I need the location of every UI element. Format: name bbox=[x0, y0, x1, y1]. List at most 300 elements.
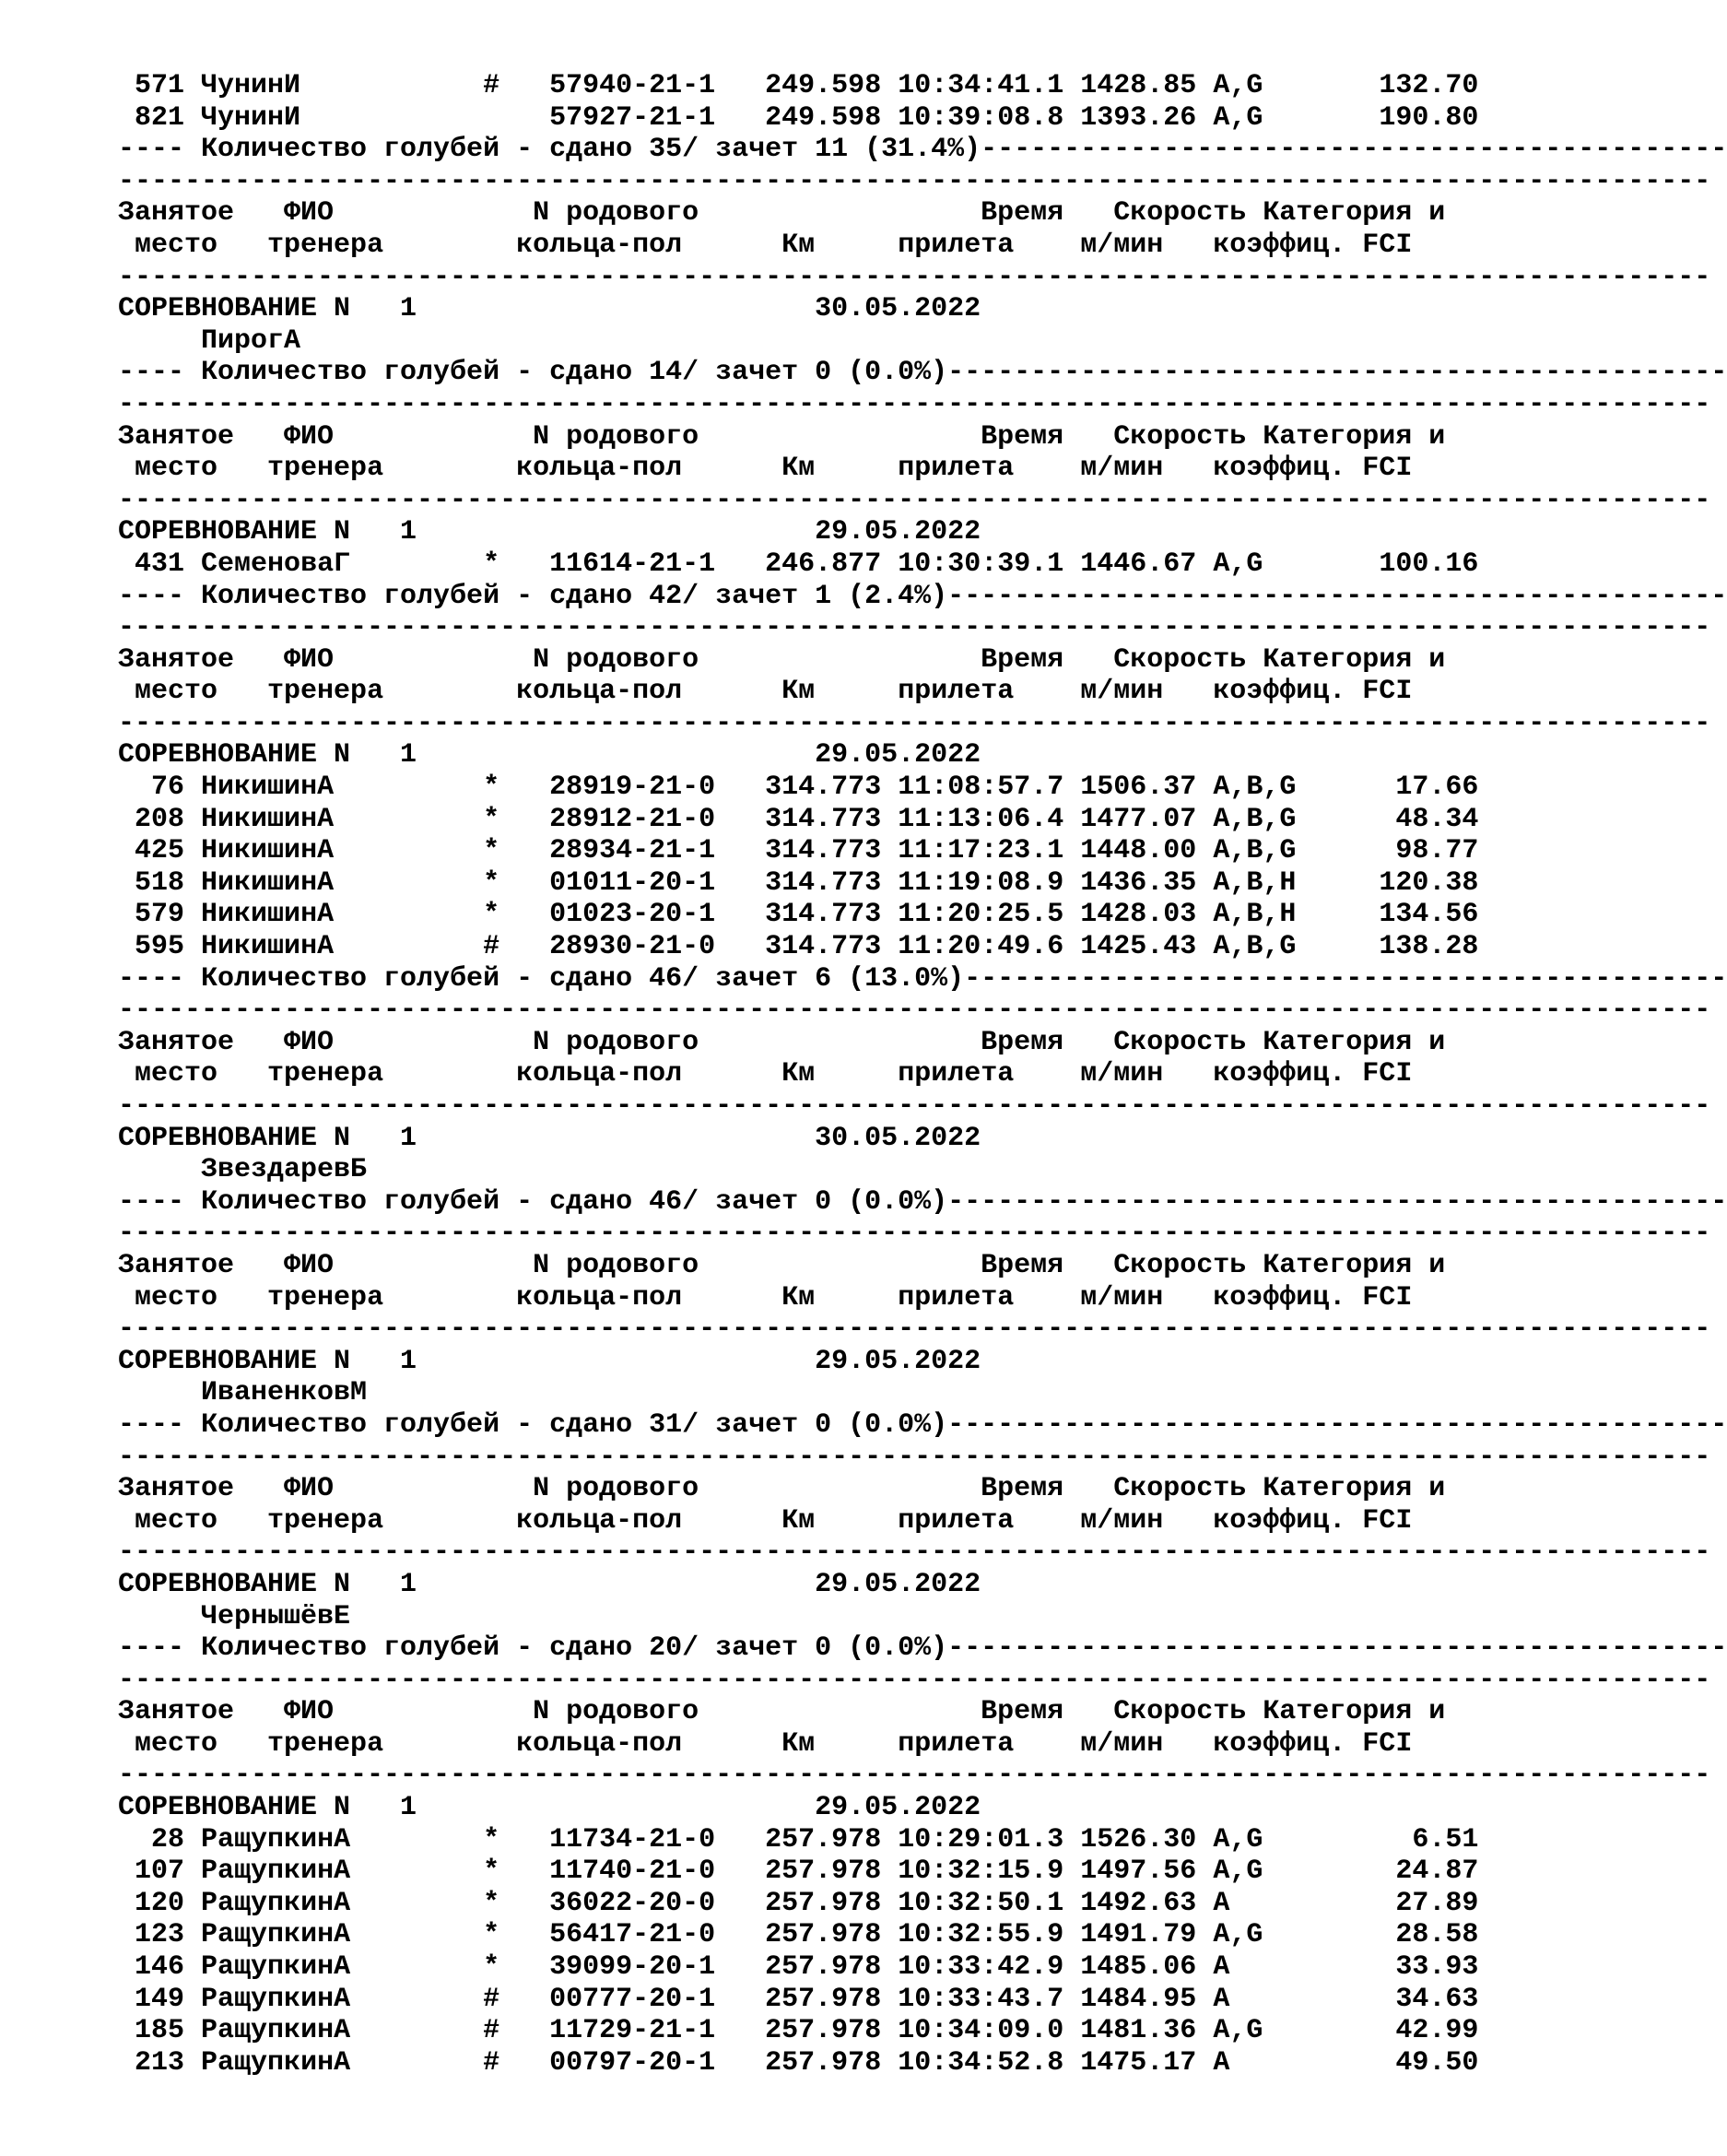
mark-cell: * bbox=[483, 835, 550, 867]
separator-dashes: ------------------------------------------------------------------------------------------------ bbox=[118, 1314, 1711, 1346]
category-cell: A bbox=[1213, 2046, 1313, 2079]
trainer-cell: РащупкинА bbox=[201, 1823, 484, 1856]
separator-dashes: ------------------------------------------------------------------------------------------------ bbox=[118, 1441, 1711, 1473]
competition-label: СОРЕВНОВАНИЕ N 1 bbox=[118, 1345, 816, 1377]
trainer-name: ПирогА bbox=[201, 324, 301, 357]
header-place-2: место bbox=[135, 1281, 218, 1314]
place-cell: 518 bbox=[135, 866, 185, 899]
competition-label: СОРЕВНОВАНИЕ N 1 bbox=[118, 1122, 816, 1154]
place-cell: 821 bbox=[135, 101, 185, 134]
coefficient-cell: 28.58 bbox=[1312, 1919, 1479, 1951]
header-fio: ФИО bbox=[284, 1249, 534, 1281]
mark-cell: * bbox=[483, 866, 550, 899]
header-place-2: место bbox=[135, 1727, 218, 1760]
header-fio-2: тренера bbox=[267, 453, 384, 485]
trainer-cell: НикишинА bbox=[201, 866, 484, 899]
competition-label: СОРЕВНОВАНИЕ N 1 bbox=[118, 293, 816, 325]
place-cell: 431 bbox=[135, 548, 185, 580]
ring-cell: 11614-21-1 bbox=[549, 548, 766, 580]
category-cell: A,G bbox=[1213, 548, 1313, 580]
speed-cell: 1485.06 bbox=[1080, 1951, 1197, 1984]
header-ring: N родового bbox=[533, 1473, 865, 1505]
time-cell: 10:33:42.9 bbox=[898, 1951, 1064, 1984]
speed-cell: 1428.03 bbox=[1080, 899, 1197, 931]
ring-cell: 28930-21-0 bbox=[549, 931, 766, 963]
speed-cell: 1446.67 bbox=[1080, 548, 1197, 580]
ring-cell: 00797-20-1 bbox=[549, 2046, 766, 2079]
separator-line bbox=[118, 1218, 1711, 1250]
coefficient-cell: 17.66 bbox=[1312, 772, 1479, 804]
header-ring: N родового bbox=[533, 643, 865, 676]
header-speed-2: м/мин bbox=[1080, 1504, 1164, 1537]
km-cell: 314.773 bbox=[765, 835, 882, 867]
separator-dashes: ------------------------------------------------------------------------------------------------ bbox=[118, 1090, 1711, 1122]
column-header-row-1 bbox=[118, 1027, 1500, 1059]
place-cell: 213 bbox=[135, 2046, 185, 2079]
trainer-name-line bbox=[118, 1154, 1500, 1186]
category-cell: A,G bbox=[1213, 1856, 1313, 1888]
trainer-cell: НикишинА bbox=[201, 899, 484, 931]
category-cell: A bbox=[1213, 1951, 1313, 1984]
separator-dashes: ------------------------------------------------------------------------------------------------ bbox=[118, 261, 1711, 293]
header-speed: Скорость bbox=[1113, 643, 1247, 676]
mark-cell: * bbox=[483, 1887, 550, 1919]
header-speed-2: м/мин bbox=[1080, 1727, 1164, 1760]
pigeon-count-line bbox=[118, 357, 1727, 389]
speed-cell: 1477.07 bbox=[1080, 803, 1197, 835]
header-category-2: коэффиц. FCI bbox=[1213, 229, 1413, 261]
trainer-cell: СеменоваГ bbox=[201, 548, 484, 580]
column-header-row-2 bbox=[118, 453, 1500, 485]
trainer-cell: РащупкинА bbox=[201, 1919, 484, 1951]
header-fio-2: тренера bbox=[267, 229, 384, 261]
ring-cell: 56417-21-0 bbox=[549, 1919, 766, 1951]
header-speed: Скорость bbox=[1113, 1473, 1247, 1505]
header-fio: ФИО bbox=[284, 1696, 534, 1728]
separator-dashes: ------------------------------------------------------------------------------------------------ bbox=[118, 388, 1711, 420]
separator-dashes: ------------------------------------------------------------------------------------------------ bbox=[118, 1218, 1711, 1250]
mark-cell: * bbox=[483, 899, 550, 931]
time-cell: 10:30:39.1 bbox=[898, 548, 1064, 580]
category-cell: A,G bbox=[1213, 2015, 1313, 2047]
coefficient-cell: 190.80 bbox=[1312, 101, 1479, 134]
coefficient-cell: 27.89 bbox=[1312, 1887, 1479, 1919]
column-header-row-2 bbox=[118, 1282, 1500, 1314]
place-cell: 185 bbox=[135, 2015, 185, 2047]
competition-date: 29.05.2022 bbox=[815, 516, 981, 548]
pigeon-count-line bbox=[118, 1185, 1727, 1219]
header-speed: Скорость bbox=[1113, 1249, 1247, 1281]
header-place-2: место bbox=[135, 1058, 218, 1090]
category-cell: A,B,G bbox=[1213, 803, 1313, 835]
header-category-2: коэффиц. FCI bbox=[1213, 453, 1413, 485]
km-cell: 314.773 bbox=[765, 803, 882, 835]
header-km-2: Км bbox=[781, 453, 816, 485]
competition-line bbox=[118, 1123, 1500, 1155]
header-place-2: место bbox=[135, 676, 218, 708]
competition-label: СОРЕВНОВАНИЕ N 1 bbox=[118, 1568, 816, 1600]
speed-cell: 1393.26 bbox=[1080, 101, 1197, 134]
trainer-cell: НикишинА bbox=[201, 772, 484, 804]
header-time-2: прилета bbox=[898, 229, 1015, 261]
trainer-cell: НикишинА bbox=[201, 931, 484, 963]
header-category: Категория и bbox=[1263, 420, 1446, 453]
header-ring: N родового bbox=[533, 1696, 865, 1728]
category-cell: A,B,H bbox=[1213, 866, 1313, 899]
separator-line bbox=[118, 707, 1711, 740]
mark-cell: * bbox=[483, 1919, 550, 1951]
header-ring-2: кольца-пол bbox=[516, 453, 683, 485]
table-row bbox=[118, 2015, 1500, 2047]
category-cell: A,B,G bbox=[1213, 772, 1313, 804]
speed-cell: 1497.56 bbox=[1080, 1856, 1197, 1888]
category-cell: A,B,H bbox=[1213, 899, 1313, 931]
ring-cell: 01011-20-1 bbox=[549, 866, 766, 899]
coefficient-cell: 138.28 bbox=[1312, 931, 1479, 963]
header-time: Время bbox=[864, 1026, 1064, 1058]
header-fio: ФИО bbox=[284, 1026, 534, 1058]
mark-cell bbox=[483, 102, 549, 134]
trainer-cell: НикишинА bbox=[201, 803, 484, 835]
column-header-row-2 bbox=[118, 1505, 1500, 1537]
place-cell: 425 bbox=[135, 835, 185, 867]
column-header-row-1 bbox=[118, 1473, 1500, 1505]
pigeon-count-text: ---- Количество голубей - сдано 46/ зачет 0 (0.0%)----------------------------------------------- bbox=[118, 1185, 1727, 1218]
mark-cell: # bbox=[483, 1983, 550, 2015]
category-cell: A,G bbox=[1213, 1823, 1313, 1856]
header-time: Время bbox=[864, 1249, 1064, 1281]
separator-dashes: ------------------------------------------------------------------------------------------------ bbox=[118, 707, 1711, 739]
speed-cell: 1506.37 bbox=[1080, 772, 1197, 804]
time-cell: 10:34:09.0 bbox=[898, 2015, 1064, 2047]
competition-date: 29.05.2022 bbox=[815, 739, 981, 772]
time-cell: 11:08:57.7 bbox=[898, 772, 1064, 804]
table-row bbox=[118, 1856, 1500, 1888]
place-cell: 120 bbox=[135, 1887, 185, 1919]
header-time-2: прилета bbox=[898, 1281, 1015, 1314]
coefficient-cell: 48.34 bbox=[1312, 803, 1479, 835]
separator-line bbox=[118, 612, 1711, 644]
category-cell: A,G bbox=[1213, 101, 1313, 134]
coefficient-cell: 42.99 bbox=[1312, 2015, 1479, 2047]
speed-cell: 1526.30 bbox=[1080, 1823, 1197, 1856]
place-cell: 123 bbox=[135, 1919, 185, 1951]
category-cell: A,G bbox=[1213, 1919, 1313, 1951]
header-speed-2: м/мин bbox=[1080, 229, 1164, 261]
header-category-2: коэффиц. FCI bbox=[1213, 1727, 1413, 1760]
column-header-row-1 bbox=[118, 1696, 1500, 1728]
header-km-2: Км bbox=[781, 229, 816, 261]
mark-cell: # bbox=[483, 2015, 550, 2047]
header-fio: ФИО bbox=[284, 643, 534, 676]
coefficient-cell: 33.93 bbox=[1312, 1951, 1479, 1984]
header-fio-2: тренера bbox=[267, 1504, 384, 1537]
trainer-cell: РащупкинА bbox=[201, 2015, 484, 2047]
pigeon-count-text: ---- Количество голубей - сдано 31/ зачет 0 (0.0%)----------------------------------------------- bbox=[118, 1408, 1727, 1441]
place-cell: 107 bbox=[135, 1856, 185, 1888]
trainer-cell: РащупкинА bbox=[201, 1951, 484, 1984]
ring-cell: 57940-21-1 bbox=[549, 70, 766, 101]
time-cell: 11:13:06.4 bbox=[898, 803, 1064, 835]
trainer-cell: РащупкинА bbox=[201, 1856, 484, 1888]
category-cell: A bbox=[1213, 1983, 1313, 2015]
competition-date: 30.05.2022 bbox=[815, 1122, 981, 1154]
km-cell: 314.773 bbox=[765, 866, 882, 899]
header-ring-2: кольца-пол bbox=[516, 676, 683, 708]
separator-line bbox=[118, 1537, 1711, 1569]
time-cell: 10:32:50.1 bbox=[898, 1887, 1064, 1919]
category-cell: A,G bbox=[1213, 70, 1313, 101]
header-category: Категория и bbox=[1263, 1249, 1446, 1281]
pigeon-count-text: ---- Количество голубей - сдано 46/ зачет 6 (13.0%)---------------------------------------------- bbox=[118, 962, 1727, 995]
table-row bbox=[118, 1824, 1500, 1856]
column-header-row-1 bbox=[118, 644, 1500, 677]
competition-line bbox=[118, 1346, 1500, 1378]
mark-cell: * bbox=[483, 1823, 550, 1856]
time-cell: 10:32:15.9 bbox=[898, 1856, 1064, 1888]
column-header-row-1 bbox=[118, 197, 1500, 230]
header-speed-2: м/мин bbox=[1080, 676, 1164, 708]
mark-cell: * bbox=[483, 1856, 550, 1888]
table-row bbox=[118, 70, 1500, 102]
mark-cell: # bbox=[483, 2046, 550, 2079]
coefficient-cell: 49.50 bbox=[1312, 2046, 1479, 2079]
header-place: Занятое bbox=[118, 643, 285, 676]
header-category: Категория и bbox=[1263, 643, 1446, 676]
pigeon-count-line bbox=[118, 134, 1727, 166]
table-row bbox=[118, 1919, 1500, 1951]
time-cell: 11:20:49.6 bbox=[898, 931, 1064, 963]
header-km-2: Км bbox=[781, 1504, 816, 1537]
competition-label: СОРЕВНОВАНИЕ N 1 bbox=[118, 516, 816, 548]
coefficient-cell: 24.87 bbox=[1312, 1856, 1479, 1888]
separator-line bbox=[118, 1090, 1711, 1123]
pigeon-count-text: ---- Количество голубей - сдано 35/ зачет 11 (31.4%)--------------------------------------------- bbox=[118, 134, 1727, 166]
ring-cell: 28919-21-0 bbox=[549, 772, 766, 804]
place-cell: 28 bbox=[135, 1823, 185, 1856]
km-cell: 249.598 bbox=[765, 70, 882, 101]
header-speed-2: м/мин bbox=[1080, 453, 1164, 485]
coefficient-cell: 120.38 bbox=[1312, 866, 1479, 899]
separator-line bbox=[118, 1664, 1711, 1697]
header-place: Занятое bbox=[118, 1473, 285, 1505]
header-ring-2: кольца-пол bbox=[516, 1058, 683, 1090]
trainer-name-line bbox=[118, 325, 1500, 358]
category-cell: A,B,G bbox=[1213, 931, 1313, 963]
competition-line bbox=[118, 516, 1500, 548]
header-category: Категория и bbox=[1263, 197, 1446, 230]
place-cell: 571 bbox=[135, 70, 185, 101]
speed-cell: 1475.17 bbox=[1080, 2046, 1197, 2079]
trainer-name-line bbox=[118, 1377, 1500, 1409]
table-row bbox=[118, 772, 1500, 804]
pigeon-count-text: ---- Количество голубей - сдано 20/ зачет 0 (0.0%)----------------------------------------------- bbox=[118, 1632, 1727, 1665]
ring-cell: 28934-21-1 bbox=[549, 835, 766, 867]
place-cell: 146 bbox=[135, 1951, 185, 1984]
ring-cell: 01023-20-1 bbox=[549, 899, 766, 931]
header-speed-2: м/мин bbox=[1080, 1058, 1164, 1090]
header-speed: Скорость bbox=[1113, 1026, 1247, 1058]
km-cell: 257.978 bbox=[765, 2015, 882, 2047]
column-header-row-2 bbox=[118, 1728, 1500, 1761]
competition-date: 29.05.2022 bbox=[815, 1568, 981, 1600]
header-time: Время bbox=[864, 1473, 1064, 1505]
separator-line bbox=[118, 995, 1711, 1027]
column-header-row-1 bbox=[118, 421, 1500, 454]
separator-line bbox=[118, 1441, 1711, 1474]
header-place: Занятое bbox=[118, 197, 285, 230]
mark-cell: # bbox=[483, 931, 550, 963]
table-row bbox=[118, 548, 1500, 581]
header-time-2: прилета bbox=[898, 676, 1015, 708]
header-fio-2: тренера bbox=[267, 1727, 384, 1760]
separator-dashes: ------------------------------------------------------------------------------------------------ bbox=[118, 1664, 1711, 1696]
pigeon-count-text: ---- Количество голубей - сдано 42/ зачет 1 (2.4%)----------------------------------------------- bbox=[118, 580, 1727, 612]
header-ring: N родового bbox=[533, 1249, 865, 1281]
km-cell: 257.978 bbox=[765, 1951, 882, 1984]
header-ring-2: кольца-пол bbox=[516, 1281, 683, 1314]
ring-cell: 57927-21-1 bbox=[549, 101, 766, 134]
table-row bbox=[118, 804, 1500, 836]
pigeon-count-text: ---- Количество голубей - сдано 14/ зачет 0 (0.0%)----------------------------------------------- bbox=[118, 357, 1727, 389]
header-place: Занятое bbox=[118, 420, 285, 453]
separator-dashes: ------------------------------------------------------------------------------------------------ bbox=[118, 484, 1711, 516]
coefficient-cell: 34.63 bbox=[1312, 1983, 1479, 2015]
header-fio: ФИО bbox=[284, 197, 534, 230]
table-row bbox=[118, 1951, 1500, 1984]
header-category-2: коэффиц. FCI bbox=[1213, 1281, 1413, 1314]
separator-dashes: ------------------------------------------------------------------------------------------------ bbox=[118, 612, 1711, 644]
header-time-2: прилета bbox=[898, 453, 1015, 485]
trainer-cell: РащупкинА bbox=[201, 2046, 484, 2079]
table-row bbox=[118, 867, 1500, 900]
separator-line bbox=[118, 388, 1711, 421]
km-cell: 314.773 bbox=[765, 931, 882, 963]
competition-label: СОРЕВНОВАНИЕ N 1 bbox=[118, 739, 816, 772]
ring-cell: 11729-21-1 bbox=[549, 2015, 766, 2047]
header-place-2: место bbox=[135, 229, 218, 261]
coefficient-cell: 132.70 bbox=[1312, 70, 1479, 101]
header-ring-2: кольца-пол bbox=[516, 229, 683, 261]
mark-cell: * bbox=[483, 1951, 550, 1984]
header-ring-2: кольца-пол bbox=[516, 1727, 683, 1760]
speed-cell: 1481.36 bbox=[1080, 2015, 1197, 2047]
column-header-row-2 bbox=[118, 1058, 1500, 1090]
mark-cell: * bbox=[483, 803, 550, 835]
trainer-cell: НикишинА bbox=[201, 835, 484, 867]
header-place: Занятое bbox=[118, 1249, 285, 1281]
header-time-2: прилета bbox=[898, 1504, 1015, 1537]
header-category-2: коэффиц. FCI bbox=[1213, 676, 1413, 708]
header-place-2: место bbox=[135, 1504, 218, 1537]
km-cell: 257.978 bbox=[765, 2046, 882, 2079]
header-fio: ФИО bbox=[284, 420, 534, 453]
separator-dashes: ------------------------------------------------------------------------------------------------ bbox=[118, 165, 1711, 197]
competition-date: 30.05.2022 bbox=[815, 293, 981, 325]
column-header-row-1 bbox=[118, 1250, 1500, 1282]
km-cell: 257.978 bbox=[765, 1983, 882, 2015]
competition-line bbox=[118, 1569, 1500, 1601]
header-time: Время bbox=[864, 197, 1064, 230]
header-time: Время bbox=[864, 420, 1064, 453]
ring-cell: 36022-20-0 bbox=[549, 1887, 766, 1919]
speed-cell: 1492.63 bbox=[1080, 1887, 1197, 1919]
place-cell: 595 bbox=[135, 931, 185, 963]
time-cell: 11:19:08.9 bbox=[898, 866, 1064, 899]
speed-cell: 1491.79 bbox=[1080, 1919, 1197, 1951]
speed-cell: 1436.35 bbox=[1080, 866, 1197, 899]
header-time: Время bbox=[864, 643, 1064, 676]
separator-dashes: ------------------------------------------------------------------------------------------------ bbox=[118, 1537, 1711, 1569]
time-cell: 10:33:43.7 bbox=[898, 1983, 1064, 2015]
pigeon-count-line bbox=[118, 1408, 1727, 1442]
table-row bbox=[118, 835, 1500, 867]
table-row bbox=[118, 1888, 1500, 1920]
table-row bbox=[118, 2047, 1500, 2079]
separator-dashes: ------------------------------------------------------------------------------------------------ bbox=[118, 1760, 1711, 1792]
coefficient-cell: 6.51 bbox=[1312, 1823, 1479, 1856]
trainer-name: ЧернышёвЕ bbox=[201, 1600, 351, 1632]
pigeon-count-line bbox=[118, 1632, 1727, 1665]
pigeon-count-line bbox=[118, 580, 1727, 613]
speed-cell: 1484.95 bbox=[1080, 1983, 1197, 2015]
table-row bbox=[118, 931, 1500, 963]
mark-cell: * bbox=[483, 548, 550, 580]
header-ring-2: кольца-пол bbox=[516, 1504, 683, 1537]
place-cell: 579 bbox=[135, 899, 185, 931]
km-cell: 257.978 bbox=[765, 1856, 882, 1888]
km-cell: 314.773 bbox=[765, 899, 882, 931]
time-cell: 10:39:08.8 bbox=[898, 101, 1064, 134]
report-page bbox=[118, 0, 1727, 2079]
header-fio-2: тренера bbox=[267, 1281, 384, 1314]
table-row bbox=[118, 899, 1500, 931]
trainer-cell: ЧунинИ bbox=[201, 70, 484, 101]
km-cell: 246.877 bbox=[765, 548, 882, 580]
header-place: Занятое bbox=[118, 1026, 285, 1058]
pigeon-count-line bbox=[118, 962, 1727, 996]
speed-cell: 1428.85 bbox=[1080, 70, 1197, 101]
column-header-row-2 bbox=[118, 676, 1500, 708]
header-category-2: коэффиц. FCI bbox=[1213, 1504, 1413, 1537]
ring-cell: 28912-21-0 bbox=[549, 803, 766, 835]
header-km-2: Км bbox=[781, 676, 816, 708]
header-km-2: Км bbox=[781, 1058, 816, 1090]
separator-line bbox=[118, 261, 1711, 294]
header-fio: ФИО bbox=[284, 1473, 534, 1505]
category-cell: A bbox=[1213, 1887, 1313, 1919]
header-ring: N родового bbox=[533, 420, 865, 453]
ring-cell: 39099-20-1 bbox=[549, 1951, 766, 1984]
header-category-2: коэффиц. FCI bbox=[1213, 1058, 1413, 1090]
mark-cell: # bbox=[483, 70, 550, 101]
km-cell: 257.978 bbox=[765, 1919, 882, 1951]
separator-line bbox=[118, 484, 1711, 517]
trainer-cell: ЧунинИ bbox=[201, 101, 484, 134]
competition-date: 29.05.2022 bbox=[815, 1792, 981, 1824]
competition-line bbox=[118, 739, 1500, 772]
header-place: Занятое bbox=[118, 1696, 285, 1728]
header-km-2: Км bbox=[781, 1281, 816, 1314]
time-cell: 10:32:55.9 bbox=[898, 1919, 1064, 1951]
competition-line bbox=[118, 293, 1500, 325]
ring-cell: 11740-21-0 bbox=[549, 1856, 766, 1888]
coefficient-cell: 100.16 bbox=[1312, 548, 1479, 580]
trainer-name: ЗвездаревБ bbox=[201, 1154, 368, 1186]
ring-cell: 11734-21-0 bbox=[549, 1823, 766, 1856]
place-cell: 208 bbox=[135, 803, 185, 835]
km-cell: 249.598 bbox=[765, 101, 882, 134]
